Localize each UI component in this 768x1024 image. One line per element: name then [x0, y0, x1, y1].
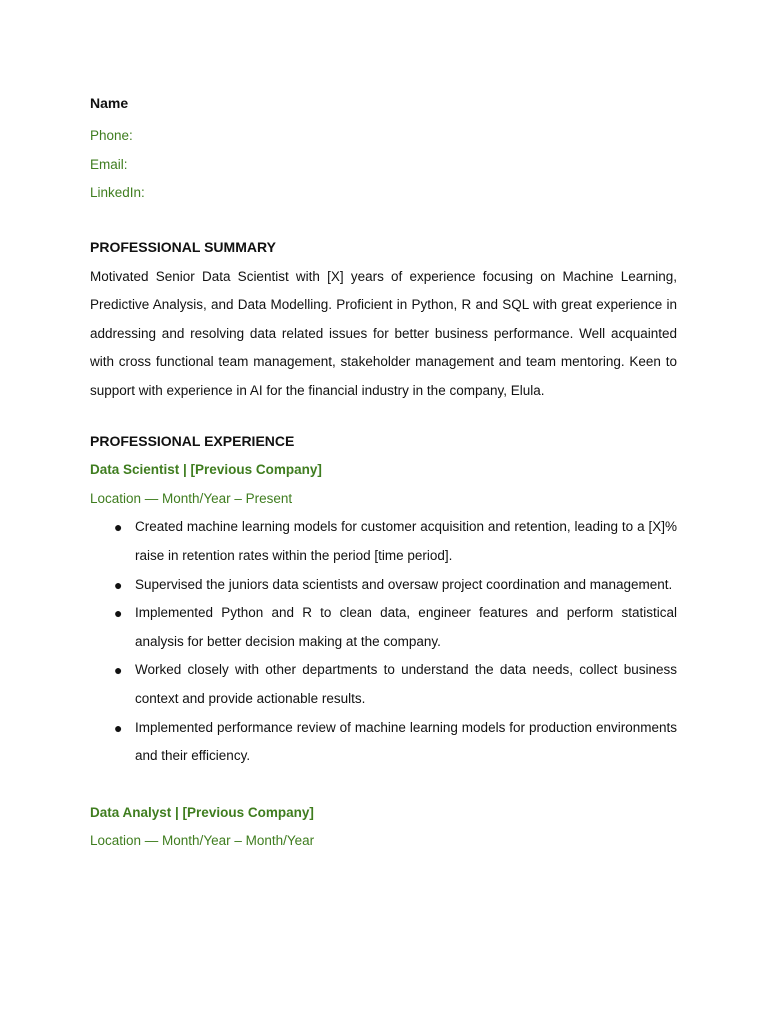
job-bullet-item [90, 571, 677, 600]
bullet-icon: ● [114, 719, 123, 736]
email-line: Email: [90, 156, 128, 172]
job-bullet-item [90, 656, 677, 713]
job-title: Data Analyst | [Previous Company] [90, 804, 314, 820]
job-bullet-list [90, 513, 677, 770]
candidate-name: Name [90, 95, 129, 111]
professional-summary-heading: PROFESSIONAL SUMMARY [90, 238, 276, 255]
resume-content [90, 92, 677, 856]
job-bullet-item [90, 714, 677, 771]
bullet-text: Supervised the juniors data scientists and oversaw project coordination and management. [135, 576, 673, 592]
bullet-icon: ● [114, 605, 123, 622]
bullet-text: Implemented Python and R to clean data, engineer features and perform statistical analysis for better decision making at the company. [135, 605, 677, 649]
professional-experience-heading: PROFESSIONAL EXPERIENCE [90, 433, 295, 450]
bullet-icon: ● [114, 662, 123, 679]
job-location-dates: Location — Month/Year – Present [90, 490, 293, 506]
professional-summary-text: Motivated Senior Data Scientist with [X] years of experience focusing on Machine Learning, Predictive Analysis, and Data Modelling. Proficient in Python, R and SQL with great experience in addressing and resolving data related issues for better business performance. Well acquainted with cross functional team management, stakeholder management and team mentoring. Keen to support with experience in AI for the financial industry in the company, Elula. [90, 268, 677, 398]
job-entry-data-analyst [90, 799, 677, 856]
bullet-text: Worked closely with other departments to understand the data needs, collect business context and provide actionable results. [135, 662, 677, 707]
job-bullet-item [90, 599, 677, 656]
bullet-text: Implemented performance review of machine learning models for production environments and their efficiency. [135, 719, 677, 764]
bullet-text: Created machine learning models for customer acquisition and retention, leading to a [X]% raise in retention rates within the period [time period]. [135, 519, 677, 564]
job-bullet-item [90, 513, 677, 570]
job-location-dates: Location — Month/Year – Month/Year [90, 833, 315, 849]
phone-line: Phone: [90, 128, 133, 143]
bullet-icon: ● [114, 576, 123, 593]
job-entry-data-scientist [90, 456, 677, 770]
job-title: Data Scientist | [Previous Company] [90, 462, 322, 478]
bullet-icon: ● [114, 519, 123, 536]
linkedin-line: LinkedIn: [90, 185, 145, 200]
